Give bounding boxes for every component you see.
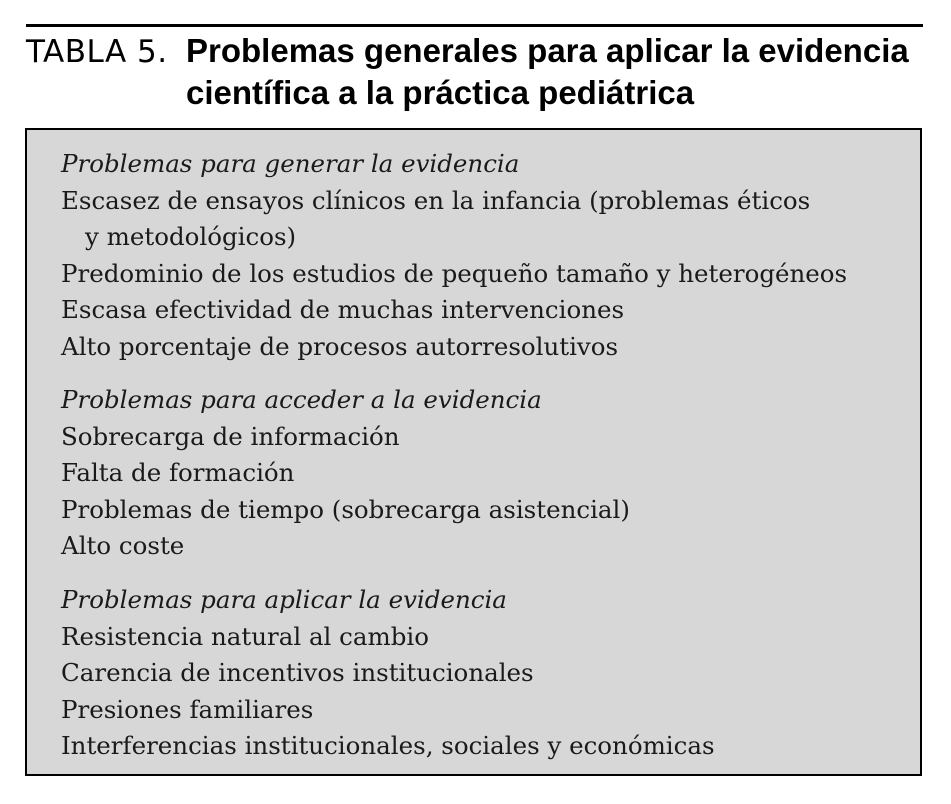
table-caption [26,30,923,120]
list-item: Problemas de tiempo (sobrecarga asistencial) [61,494,630,524]
list-item: Predominio de los estudios de pequeño tamaño y heterogéneos [61,258,848,288]
section-generar [61,146,911,365]
list-item: Carencia de incentivos institucionales [61,658,534,687]
table-title [186,30,916,114]
list-item: Falta de formación [61,458,295,487]
table-title-line: científica a la práctica pediátrica [186,74,695,111]
list-item: Resistencia natural al cambio [61,621,430,651]
section-aplicar [61,582,911,765]
list-item: Interferencias institucionales, sociales y económicas [61,731,715,760]
list-item: Escasa efectividad de muchas intervenciones [61,295,625,324]
table-title-line: Problemas generales para aplicar la evidencia [186,32,909,69]
section-acceder [61,382,911,565]
table-box [25,128,922,776]
list-item: Escasez de ensayos clínicos en la infancia (problemas éticos [61,185,811,215]
list-item-continuation: y metodológicos) [85,222,297,251]
list-item: Sobrecarga de información [61,421,400,451]
section-heading: Problemas para aplicar la evidencia [61,585,507,614]
top-rule [26,24,923,27]
list-item: Alto porcentaje de procesos autorresolutivos [61,331,619,361]
list-item: Alto coste [61,531,185,560]
table-label: TABLA 5. [26,34,168,70]
section-heading: Problemas para generar la evidencia [61,149,520,178]
section-heading: Problemas para acceder a la evidencia [61,385,542,414]
list-item: Presiones familiares [61,694,314,724]
